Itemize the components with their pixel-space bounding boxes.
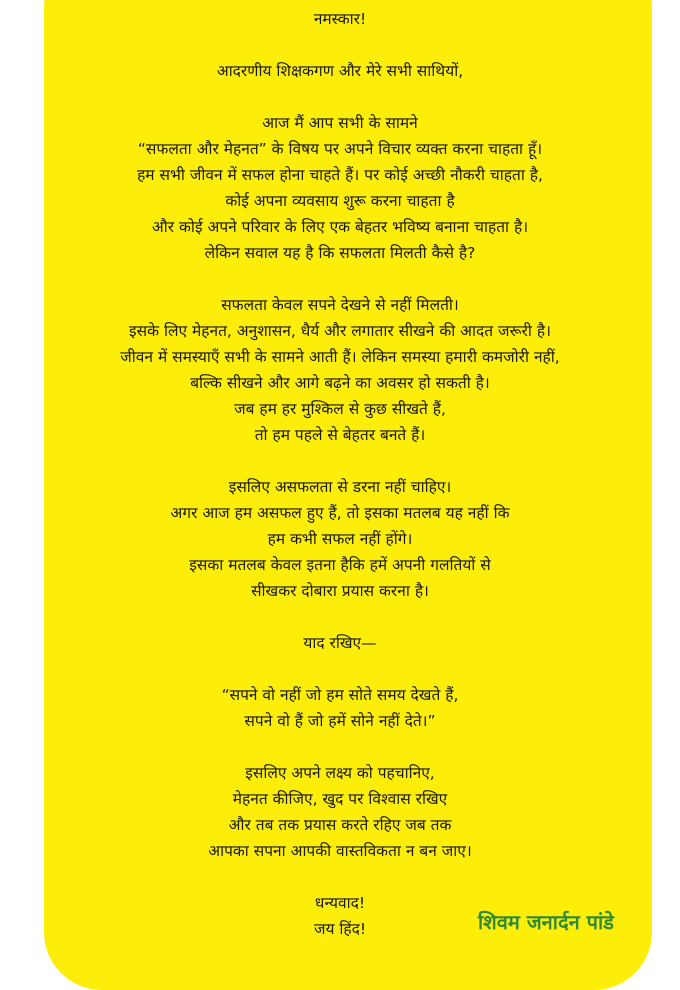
body2-line: सीखकर दोबारा प्रयास करना है। bbox=[251, 582, 429, 600]
author-signature: शिवम जनार्दन पांडे bbox=[478, 910, 614, 934]
conclusion-line: और तब तक प्रयास करते रहिए जब तक bbox=[228, 816, 452, 834]
intro-line: और कोई अपने परिवार के लिए एक बेहतर भविष्य बनाना चाहता है। bbox=[151, 218, 529, 236]
quote-line: सपने वो हैं जो हमें सोने नहीं देते।” bbox=[244, 712, 436, 730]
conclusion-line: आपका सपना आपकी वास्तविकता न बन जाए। bbox=[208, 842, 472, 860]
spacer bbox=[0, 266, 680, 292]
body1-line: बल्कि सीखने और आगे बढ़ने का अवसर हो सकती है। bbox=[190, 374, 490, 392]
body2-line: अगर आज हम असफल हुए हैं, तो इसका मतलब यह नहीं कि bbox=[170, 504, 510, 522]
closing-line: जय हिंद! bbox=[313, 920, 367, 938]
speech-text bbox=[0, 6, 680, 942]
intro-line: लेकिन सवाल यह है कि सफलता मिलती कैसे है? bbox=[204, 244, 476, 262]
spacer bbox=[0, 448, 680, 474]
intro-line: “सफलता और मेहनत” के विषय पर अपने विचार व्यक्त करना चाहता हूँ। bbox=[137, 140, 543, 158]
salutation: आदरणीय शिक्षकगण और मेरे सभी साथियों, bbox=[216, 62, 464, 80]
closing-line: धन्यवाद! bbox=[314, 894, 366, 912]
quote-line: “सपने वो नहीं जो हम सोते समय देखते हैं, bbox=[221, 686, 459, 704]
body2-line: हम कभी सफल नहीं होंगे। bbox=[267, 530, 413, 548]
greeting: नमस्कार! bbox=[313, 10, 367, 28]
spacer bbox=[0, 32, 680, 58]
body2-line: इसलिए असफलता से डरना नहीं चाहिए। bbox=[228, 478, 452, 496]
spacer bbox=[0, 604, 680, 630]
spacer bbox=[0, 864, 680, 890]
body1-line: जीवन में समस्याएँ सभी के सामने आती हैं। लेकिन समस्या हमारी कमजोरी नहीं, bbox=[120, 348, 560, 366]
spacer bbox=[0, 656, 680, 682]
body1-line: तो हम पहले से बेहतर बनते हैं। bbox=[254, 426, 426, 444]
spacer bbox=[0, 734, 680, 760]
conclusion-line: इसलिए अपने लक्ष्य को पहचानिए, bbox=[245, 764, 435, 782]
body1-line: सफलता केवल सपने देखने से नहीं मिलती। bbox=[221, 296, 459, 314]
intro-line: आज मैं आप सभी के सामने bbox=[262, 114, 418, 132]
body1-line: जब हम हर मुश्किल से कुछ सीखते हैं, bbox=[234, 400, 446, 418]
remember-line: याद रखिए— bbox=[303, 634, 377, 652]
body1-line: इसके लिए मेहनत, अनुशासन, धैर्य और लगातार सीखने की आदत जरूरी है। bbox=[129, 322, 551, 340]
spacer bbox=[0, 84, 680, 110]
conclusion-line: मेहनत कीजिए, खुद पर विश्वास रखिए bbox=[232, 790, 448, 808]
body2-line: इसका मतलब केवल इतना हैकि हमें अपनी गलतियों से bbox=[189, 556, 491, 574]
intro-line: हम सभी जीवन में सफल होना चाहते हैं। पर कोई अच्छी नौकरी चाहता है, bbox=[137, 166, 543, 184]
intro-line: कोई अपना व्यवसाय शुरू करना चाहता है bbox=[225, 192, 455, 210]
